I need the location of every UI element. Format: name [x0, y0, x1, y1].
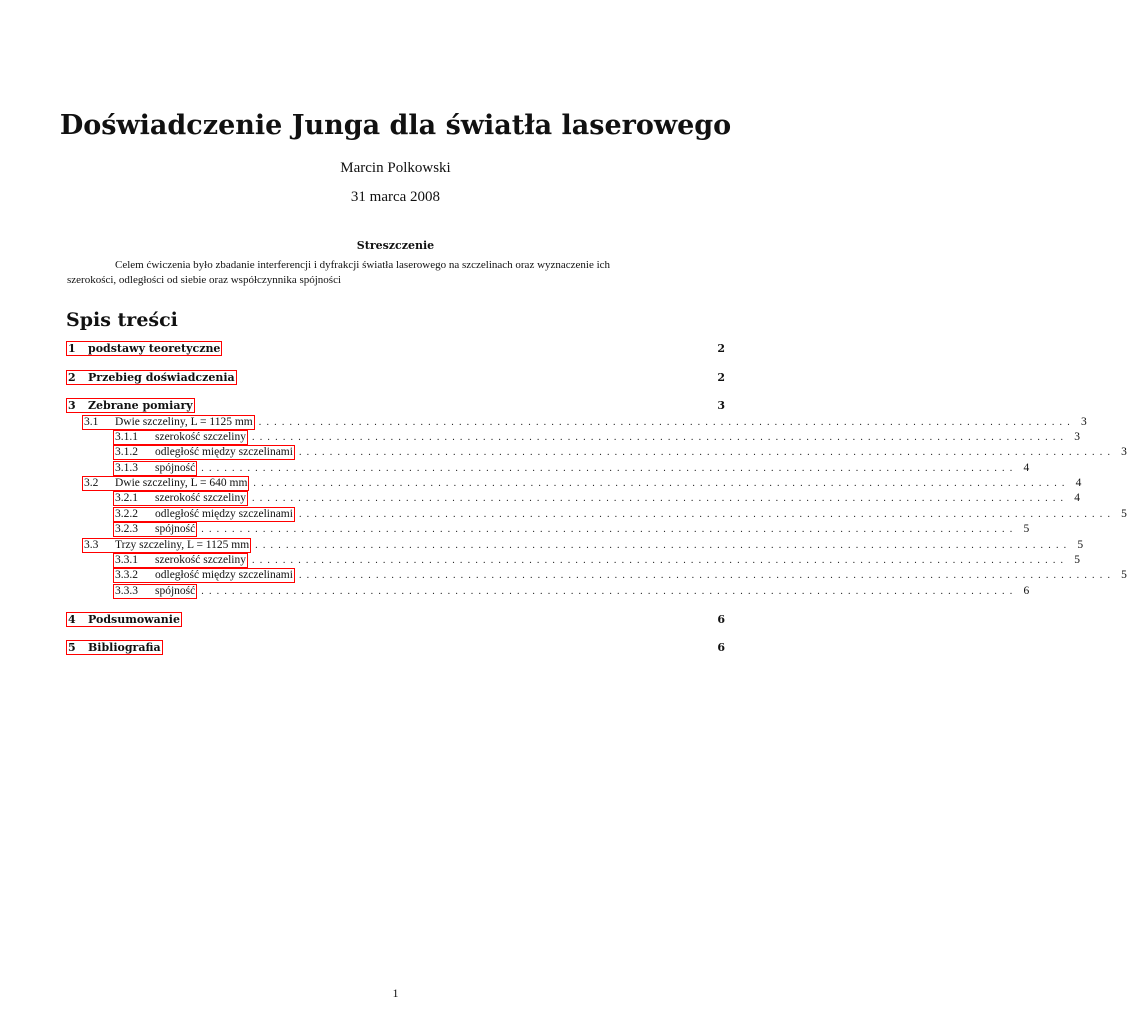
toc-label: Trzy szczeliny, L = 1125 mm [115, 539, 250, 551]
toc-link[interactable] [113, 445, 295, 460]
toc-link[interactable] [113, 430, 248, 445]
toc-entry[interactable] [113, 430, 1080, 445]
toc-page: 5 [1074, 554, 1080, 566]
toc-link[interactable] [113, 507, 295, 522]
leader-dots: .......................................................................................................... [255, 540, 1072, 551]
toc-number: 3.1.2 [115, 446, 138, 458]
toc-label: odległość między szczelinami [155, 569, 293, 581]
toc-link[interactable] [113, 584, 197, 599]
toc-page: 4 [1023, 462, 1030, 474]
toc-link[interactable] [82, 476, 249, 491]
leader-dots: .......................................................................................................... [201, 463, 1018, 474]
toc-entry[interactable] [113, 507, 1127, 522]
toc-label: Dwie szczeliny, L = 1125 mm [115, 416, 253, 428]
toc-number: 3.3.2 [115, 569, 138, 581]
toc-link[interactable] [113, 553, 248, 568]
leader-dots: .......................................................................................................... [252, 432, 1069, 443]
toc-page: 3 [1080, 416, 1087, 428]
author: Marcin Polkowski [340, 160, 451, 176]
toc-entry[interactable] [66, 398, 725, 413]
toc-number: 3.2.2 [115, 508, 138, 520]
toc-label: spójność [155, 585, 196, 597]
toc-page: 4 [1075, 477, 1082, 489]
toc-number: 4 [68, 613, 76, 626]
toc-number: 3.2 [84, 477, 99, 489]
leader-dots: .......................................................................................................... [253, 478, 1070, 489]
toc-page: 2 [717, 371, 725, 384]
toc-number: 3 [68, 399, 76, 412]
toc-entry[interactable] [66, 341, 725, 356]
toc-number: 3.1.1 [115, 431, 138, 443]
toc-label: Dwie szczeliny, L = 640 mm [115, 477, 248, 489]
toc-entry[interactable] [82, 538, 1084, 553]
toc-link[interactable] [82, 415, 255, 430]
toc-entry[interactable] [113, 568, 1127, 583]
toc-entry[interactable] [113, 584, 1030, 599]
toc-entry[interactable] [66, 640, 725, 655]
toc-entry[interactable] [113, 491, 1080, 506]
toc-link[interactable] [66, 640, 163, 655]
toc-entry[interactable] [66, 370, 725, 385]
leader-dots: .......................................................................................................... [201, 524, 1018, 535]
toc-entry[interactable] [113, 522, 1030, 537]
toc-label: szerokość szczeliny [155, 492, 247, 504]
toc-link[interactable] [66, 398, 195, 413]
toc-link[interactable] [82, 538, 251, 553]
toc-label: Przebieg doświadczenia [88, 371, 235, 384]
leader-dots: .......................................................................................................... [252, 493, 1069, 504]
toc-link[interactable] [66, 370, 237, 385]
toc-page: 2 [717, 342, 725, 355]
abstract-heading: Streszczenie [356, 239, 435, 252]
leader-dots: .......................................................................................................... [298, 447, 1116, 458]
abstract-line-2: szerokości, odległości od siebie oraz współczynnika spójności [67, 274, 342, 286]
toc-link[interactable] [66, 341, 222, 356]
toc-label: szerokość szczeliny [155, 554, 247, 566]
toc-heading: Spis treści [66, 309, 178, 331]
toc-link[interactable] [113, 491, 248, 506]
toc-link[interactable] [113, 568, 295, 583]
toc-page: 5 [1023, 523, 1030, 535]
abstract-line-1: Celem ćwiczenia było zbadanie interferencji i dyfrakcji światła laserowego na szczelinach oraz wyznaczenie ich [115, 259, 611, 271]
toc-entry[interactable] [113, 553, 1080, 568]
leader-dots: .......................................................................................................... [201, 586, 1018, 597]
toc-number: 3.3 [84, 539, 99, 551]
leader-dots: .......................................................................................................... [252, 555, 1069, 566]
toc-number: 3.3.3 [115, 585, 138, 597]
toc-label: Bibliografia [88, 641, 161, 654]
toc-page: 6 [717, 613, 725, 626]
toc-page: 5 [1121, 569, 1127, 581]
toc-label: Zebrane pomiary [88, 399, 193, 412]
toc-link[interactable] [113, 522, 197, 537]
toc-number: 3.1.3 [115, 462, 138, 474]
toc-number: 3.3.1 [115, 554, 138, 566]
leader-dots: .......................................................................................................... [258, 417, 1075, 428]
toc-page: 3 [1121, 446, 1127, 458]
toc-entry[interactable] [113, 445, 1127, 460]
toc-page: 4 [1074, 492, 1080, 504]
leader-dots: .......................................................................................................... [298, 509, 1116, 520]
toc-page: 5 [1077, 539, 1084, 551]
toc-number: 3.1 [84, 416, 99, 428]
toc-entry[interactable] [82, 476, 1082, 491]
toc-entry[interactable] [66, 612, 725, 627]
abstract-text [67, 258, 693, 288]
toc-label: spójność [155, 462, 196, 474]
toc-number: 1 [68, 342, 76, 355]
toc-label: Podsumowanie [88, 613, 180, 626]
toc-number: 5 [68, 641, 76, 654]
toc-page: 3 [1074, 431, 1080, 443]
toc-entry[interactable] [113, 461, 1030, 476]
toc-label: spójność [155, 523, 196, 535]
toc-page: 5 [1121, 508, 1127, 520]
toc-number: 3.2.3 [115, 523, 138, 535]
toc-link[interactable] [113, 461, 197, 476]
toc-page: 3 [717, 399, 725, 412]
toc-page: 6 [717, 641, 725, 654]
date: 31 marca 2008 [350, 189, 441, 205]
page-number: 1 [392, 986, 399, 1000]
toc-label: szerokość szczeliny [155, 431, 247, 443]
toc-label: odległość między szczelinami [155, 446, 293, 458]
toc-number: 2 [68, 371, 76, 384]
toc-number: 3.2.1 [115, 492, 138, 504]
toc-entry[interactable] [82, 415, 1087, 430]
toc-page: 6 [1023, 585, 1030, 597]
toc-label: podstawy teoretyczne [88, 342, 221, 355]
toc-label: odległość między szczelinami [155, 508, 293, 520]
toc-link[interactable] [66, 612, 182, 627]
leader-dots: .......................................................................................................... [298, 570, 1116, 581]
document-title: Doświadczenie Junga dla światła laserowego [59, 110, 732, 141]
